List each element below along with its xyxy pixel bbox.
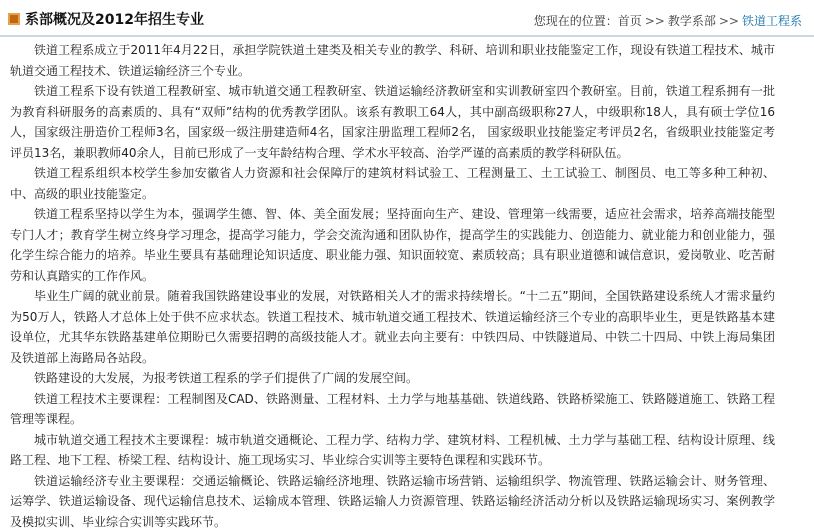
page-title: 系部概况及2012年招生专业 [25,9,204,29]
breadcrumb [534,12,802,29]
article-body [10,40,775,532]
breadcrumb-separator: >> [719,14,739,28]
title-area [8,9,204,29]
paragraph-employment: 毕业生广阔的就业前景。随着我国铁路建设事业的发展，对铁路相关人才的需求持续增长。“十二五”期间，全国铁路建设系统人才需求量约为50万人，铁路人才总体上处于供不应求状态。铁道工程技术、城市轨道交通工程技术、铁道运输经济三个专业的高职毕业生，更是铁路基本建设单位，尤其华东铁路基建单位期盼已久需要招聘的高级技能人才。就业去向主要有：中铁四局、中铁隧道局、中铁二十四局、中铁上海局集团及铁道部上海路局各站段。 [10,286,775,368]
paragraph-development: 铁路建设的大发展，为报考铁道工程系的学子们提供了广阔的发展空间。 [10,368,775,389]
breadcrumb-current-link[interactable]: 铁道工程系 [742,12,802,29]
paragraph-faculty: 铁道工程系下设有铁道工程教研室、城市轨道交通工程教研室、铁道运输经济教研室和实训教研室四个教研室。目前，铁道工程系拥有一批为教育科研服务的高素质的、具有“双师”结构的优秀教学团队。该系有教职工64人，其中副高级职称27人，中级职称18人，具有硕士学位16人，国家级注册造价工程师3名，国家级一级注册建造师4名，国家注册监理工程师2名， 国家级职业技能鉴定考评员2名，省级职业技能鉴定考评员13名，兼职教师40余人，目前已形成了一支年龄结构合理、学术水平较高、治学严谨的高素质的教学科研队伍。 [10,81,775,163]
breadcrumb-prefix: 您现在的位置： [534,12,618,29]
paragraph-transport-economics-courses: 铁道运输经济专业主要课程：交通运输概论、铁路运输经济地理、铁路运输市场营销、运输组织学、物流管理、铁路运输会计、财务管理、运筹学、铁道运输设备、现代运输信息技术、运输成本管理、铁路运输人力资源管理、铁路运输经济活动分析以及铁路运输现场实习、案例教学及模拟实训、毕业综合实训等实践环节。 [10,471,775,532]
page-header [0,0,814,37]
paragraph-railway-engineering-courses: 铁道工程技术主要课程：工程制图及CAD、铁路测量、工程材料、土力学与地基基础、铁道线路、铁路桥梁施工、铁路隧道施工、铁路工程管理等课程。 [10,389,775,430]
breadcrumb-home-link[interactable]: 首页 [618,12,642,29]
paragraph-skill-certification: 铁道工程系组织本校学生参加安徽省人力资源和社会保障厅的建筑材料试验工、工程测量工、土工试验工、制图员、电工等多种工种初、中、高级的职业技能鉴定。 [10,163,775,204]
bullet-square-icon [8,13,20,25]
paragraph-urban-rail-courses: 城市轨道交通工程技术主要课程：城市轨道交通概论、工程力学、结构力学、建筑材料、工程机械、土力学与基础工程、结构设计原理、线路工程、地下工程、桥梁工程、结构设计、施工现场实习、毕业综合实训等主要特色课程和实践环节。 [10,430,775,471]
paragraph-intro: 铁道工程系成立于2011年4月22日，承担学院铁道土建类及相关专业的教学、科研、培训和职业技能鉴定工作，现设有铁道工程技术、城市轨道交通工程技术、铁道运输经济三个专业。 [10,40,775,81]
paragraph-education-goals: 铁道工程系坚持以学生为本，强调学生德、智、体、美全面发展；坚持面向生产、建设、管理第一线需要，适应社会需求，培养高端技能型专门人才；教育学生树立终身学习理念，提高学习能力，学会交流沟通和团队协作，提高学生的实践能力、创造能力、就业能力和创业能力，强化学生综合能力的培养。毕业生要具有基础理论知识适度、职业能力强、知识面较宽、素质较高；具有职业道德和诚信意识，爱岗敬业、吃苦耐劳和认真踏实的工作作风。 [10,204,775,286]
breadcrumb-separator: >> [645,14,665,28]
breadcrumb-departments-link[interactable]: 教学系部 [668,12,716,29]
